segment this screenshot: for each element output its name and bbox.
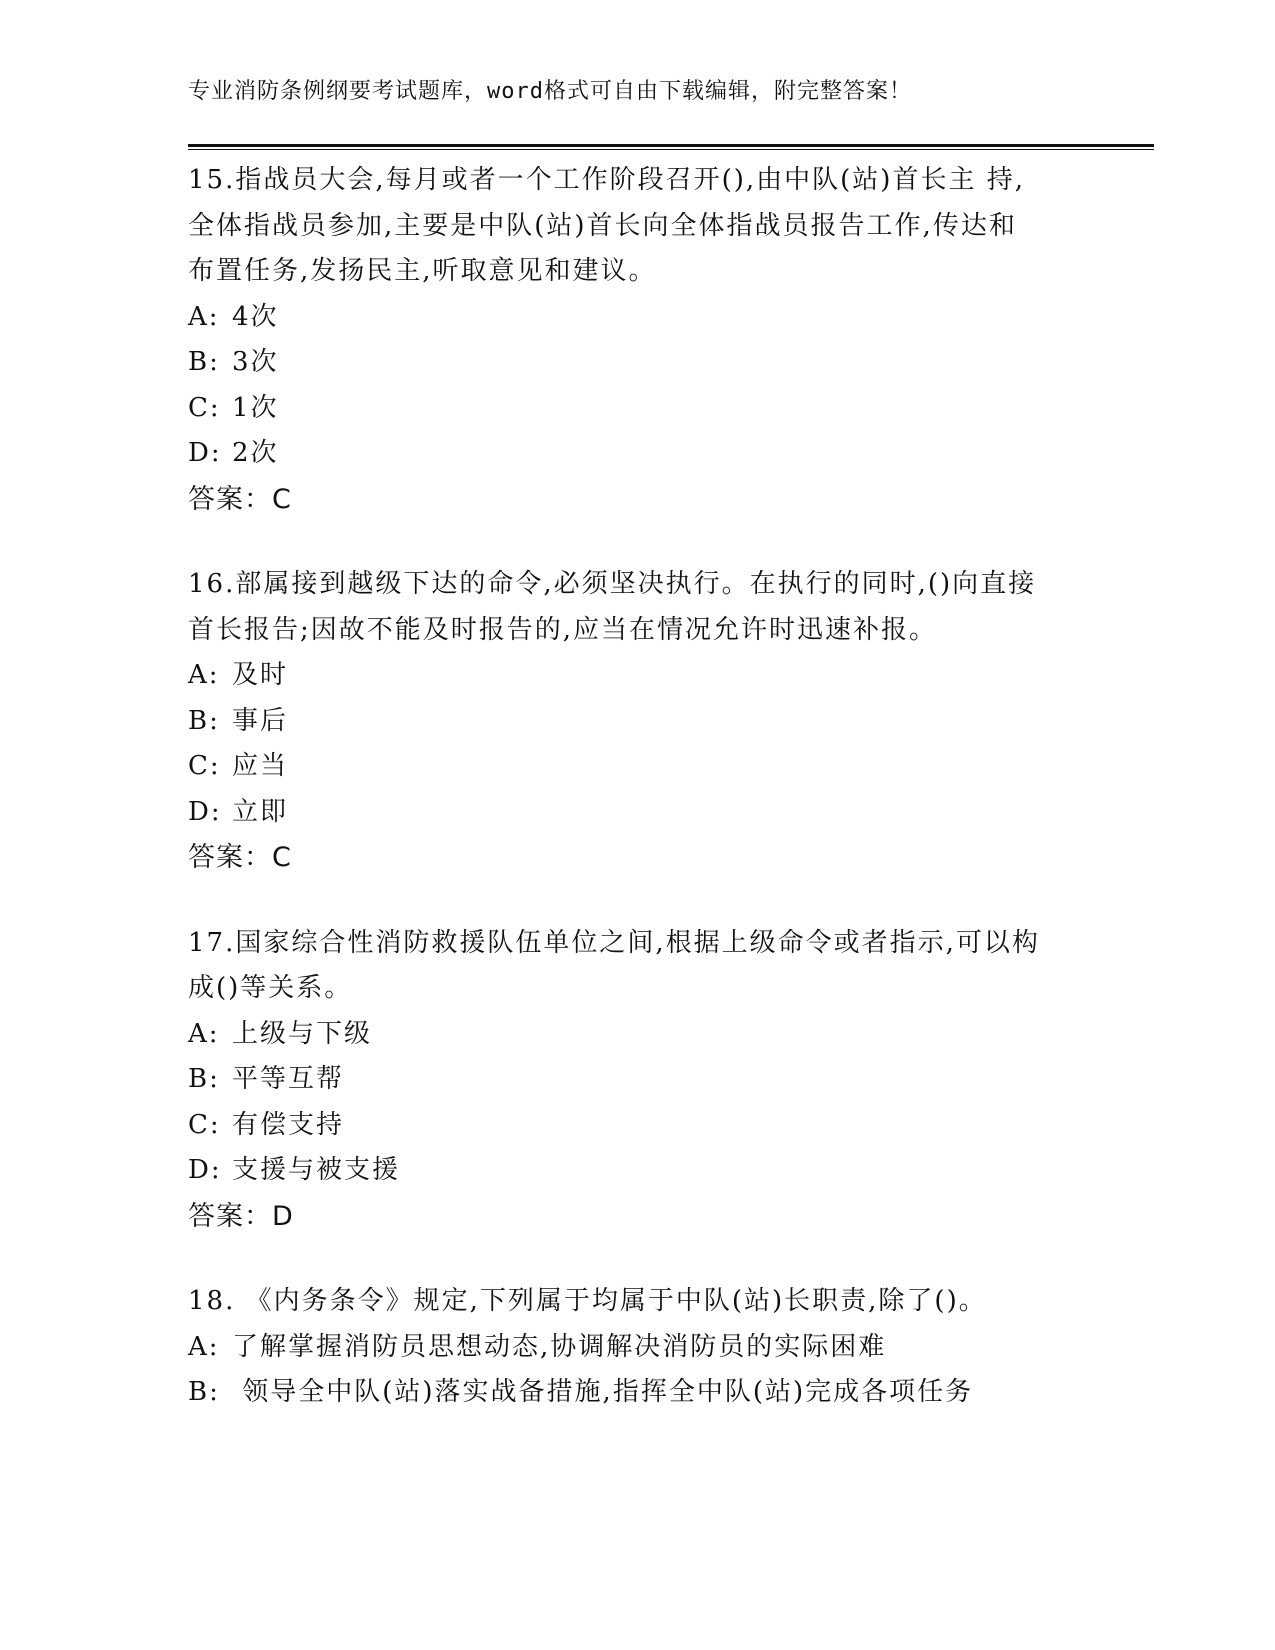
question-text-line: 16.部属接到越级下达的命令,必须坚决执行。在执行的同时,()向直接: [188, 569, 1037, 599]
option-a: [188, 653, 1088, 699]
option-text: 4次: [232, 301, 279, 332]
option-letter: A:: [188, 660, 220, 690]
option-letter: A:: [188, 1331, 220, 1362]
option-text: 应当: [232, 751, 289, 781]
header-divider: [188, 144, 1154, 150]
option-letter: A:: [188, 1018, 220, 1049]
question-15: [188, 158, 1088, 522]
option-c: [188, 744, 1088, 790]
option-letter: B:: [188, 1377, 220, 1407]
question-text-line: 全体指战员参加,主要是中队(站)首长向全体指战员报告工作,传达和: [188, 210, 1017, 241]
option-text: 了解掌握消防员思想动态,协调解决消防员的实际困难: [232, 1331, 887, 1362]
option-c: [188, 1103, 1088, 1149]
option-b: [188, 1057, 1088, 1103]
option-text: 平等互帮: [232, 1064, 345, 1094]
option-a: [188, 1325, 1088, 1371]
option-d: [188, 790, 1088, 836]
option-a: [188, 295, 1088, 341]
option-text: 1次: [232, 392, 279, 423]
option-letter: D:: [188, 1155, 222, 1185]
page-header: 专业消防条例纲要考试题库，word格式可自由下载编辑，附完整答案！: [188, 79, 912, 104]
option-text: 立即: [232, 796, 289, 827]
option-d: [188, 431, 1088, 477]
answer-line: 答案：D: [188, 1200, 294, 1232]
question-text-line: 布置任务,发扬民主,听取意见和建议。: [188, 256, 657, 286]
option-c: [188, 386, 1088, 432]
question-text-line: 成()等关系。: [188, 973, 353, 1003]
question-17: [188, 921, 1088, 1240]
option-letter: C:: [188, 392, 221, 423]
option-text: 有偿支持: [232, 1109, 345, 1140]
option-a: [188, 1012, 1088, 1058]
option-text: 及时: [232, 660, 289, 690]
option-letter: D:: [188, 796, 222, 827]
option-text: 支援与被支援: [232, 1155, 401, 1185]
option-b: [188, 699, 1088, 745]
option-letter: B:: [188, 705, 220, 736]
question-list: [188, 158, 1088, 1456]
option-letter: C:: [188, 1109, 221, 1140]
option-text: 事后: [232, 705, 289, 736]
option-letter: C:: [188, 751, 221, 781]
question-18: [188, 1279, 1088, 1416]
question-text-line: 18. 《内务条令》规定,下列属于均属于中队(站)长职责,除了()。: [188, 1286, 987, 1316]
option-b: [188, 340, 1088, 386]
option-text: 3次: [232, 347, 279, 377]
option-text: 领导全中队(站)落实战备措施,指挥全中队(站)完成各项任务: [232, 1377, 974, 1407]
option-letter: B:: [188, 347, 220, 377]
answer-line: 答案：C: [188, 483, 292, 515]
question-text-line: 17.国家综合性消防救援队伍单位之间,根据上级命令或者指示,可以构: [188, 927, 1040, 958]
option-letter: D:: [188, 438, 222, 468]
option-b: [188, 1370, 1088, 1416]
option-letter: B:: [188, 1064, 220, 1094]
option-text: 上级与下级: [232, 1018, 373, 1049]
option-letter: A:: [188, 301, 220, 332]
question-text-line: 首长报告;因故不能及时报告的,应当在情况允许时迅速补报。: [188, 614, 938, 645]
option-d: [188, 1148, 1088, 1194]
option-text: 2次: [232, 438, 279, 468]
answer-line: 答案：C: [188, 842, 292, 873]
question-text-line: 15.指战员大会,每月或者一个工作阶段召开(),由中队(站)首长主 持,: [188, 165, 1025, 195]
question-16: [188, 562, 1088, 881]
